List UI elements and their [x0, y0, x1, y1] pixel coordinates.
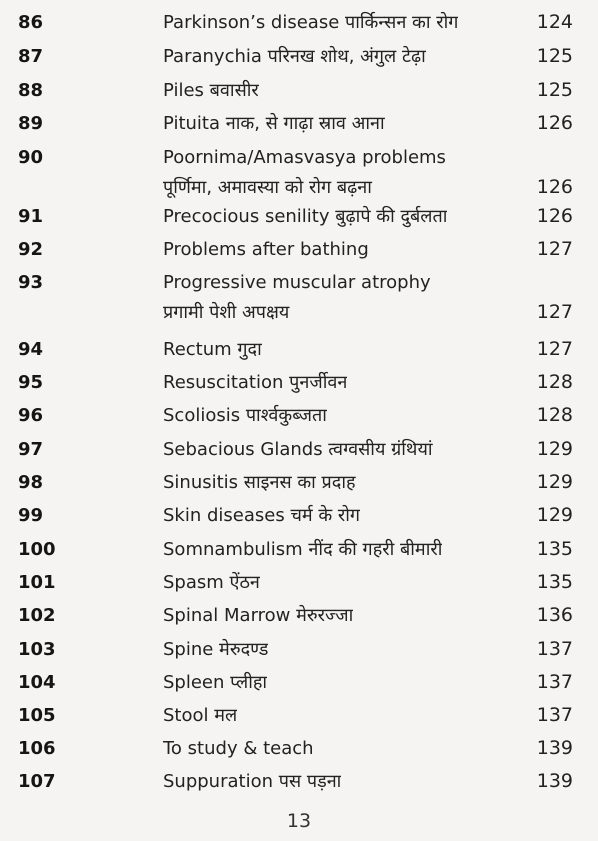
- entry-title: Scoliosis पार्श्वकुब्जता: [163, 405, 327, 426]
- entry-title: Skin diseases चर्म के रोग: [163, 505, 361, 526]
- index-entry: [0, 107, 598, 140]
- index-entry: [0, 40, 598, 73]
- entry-page-number: 125: [536, 79, 573, 101]
- entry-page-number: 126: [536, 176, 573, 198]
- entry-page-number: 137: [536, 704, 573, 726]
- entry-title: Paranychia परिनख शोथ, अंगुल टेढ़ा: [163, 46, 426, 67]
- entry-page-number: 128: [536, 371, 573, 393]
- entry-number: 90: [18, 147, 44, 168]
- index-entry: [0, 333, 598, 366]
- entry-number: 96: [18, 405, 44, 426]
- entry-page-number: 125: [536, 45, 573, 67]
- entry-number: 97: [18, 439, 44, 460]
- entry-page-number: 124: [536, 11, 573, 33]
- entry-title: Rectum गुदा: [163, 339, 262, 360]
- entry-number: 99: [18, 505, 44, 526]
- index-entry: [0, 200, 598, 233]
- entry-number: 102: [18, 605, 56, 626]
- entry-page-number: 139: [536, 737, 573, 759]
- entry-title: Stool मल: [163, 705, 238, 726]
- entry-number: 106: [18, 738, 56, 759]
- index-entry: [0, 633, 598, 666]
- entry-number: 87: [18, 46, 44, 67]
- entry-number: 93: [18, 272, 44, 293]
- entry-number: 86: [18, 12, 44, 33]
- entry-number: 89: [18, 113, 44, 134]
- entry-page-number: 126: [536, 205, 573, 227]
- entry-page-number: 137: [536, 638, 573, 660]
- entry-page-number: 139: [536, 770, 573, 792]
- entry-title: Somnambulism नींद की गहरी बीमारी: [163, 539, 443, 560]
- entry-title: Piles बवासीर: [163, 80, 259, 101]
- index-entry: [0, 266, 598, 323]
- entry-title: Spasm ऐंठन: [163, 572, 260, 593]
- entry-number: 103: [18, 639, 56, 660]
- entry-title: Parkinson’s disease पार्किन्सन का रोग: [163, 12, 459, 33]
- index-entry: [0, 433, 598, 466]
- entry-page-number: 127: [536, 338, 573, 360]
- index-entry: [0, 599, 598, 632]
- entry-title: Poornima/Amasvasya problems: [163, 147, 446, 168]
- index-entry: [0, 233, 598, 266]
- entry-page-number: 126: [536, 112, 573, 134]
- entry-number: 94: [18, 339, 44, 360]
- entry-title: Sinusitis साइनस का प्रदाह: [163, 472, 356, 493]
- entry-title: Resuscitation पुनर्जीवन: [163, 372, 348, 393]
- entry-number: 101: [18, 572, 56, 593]
- entry-page-number: 129: [536, 438, 573, 460]
- entry-page-number: 129: [536, 504, 573, 526]
- entry-number: 104: [18, 672, 56, 693]
- entry-title: Spinal Marrow मेरुरज्जा: [163, 605, 354, 626]
- index-entry: [0, 466, 598, 499]
- entry-title-hindi: पूर्णिमा, अमावस्या को रोग बढ़ना: [163, 177, 372, 198]
- page-footer-number: 13: [286, 810, 312, 832]
- entry-number: 92: [18, 239, 44, 260]
- index-entry: [0, 732, 598, 765]
- entry-number: 98: [18, 472, 44, 493]
- entry-page-number: 135: [536, 538, 573, 560]
- entry-page-number: 137: [536, 671, 573, 693]
- index-entry: [0, 765, 598, 798]
- entry-number: 105: [18, 705, 56, 726]
- entry-title-hindi: प्रगामी पेशी अपक्षय: [163, 302, 290, 323]
- entry-title: Spine मेरुदण्ड: [163, 639, 269, 660]
- index-entry: [0, 74, 598, 107]
- index-entry: [0, 699, 598, 732]
- entry-page-number: 128: [536, 404, 573, 426]
- index-entry: [0, 399, 598, 432]
- entry-title: Pituita नाक, से गाढ़ा स्राव आना: [163, 113, 385, 134]
- index-entry: [0, 666, 598, 699]
- index-entry: [0, 366, 598, 399]
- entry-title: To study & teach: [163, 738, 314, 759]
- entry-title: Spleen प्लीहा: [163, 672, 268, 693]
- entry-page-number: 135: [536, 571, 573, 593]
- entry-number: 95: [18, 372, 44, 393]
- entry-number: 107: [18, 771, 56, 792]
- index-entry: [0, 533, 598, 566]
- index-entry: [0, 141, 598, 198]
- entry-title: Precocious senility बुढ़ापे की दुर्बलता: [163, 206, 448, 227]
- index-entry: [0, 499, 598, 532]
- entry-page-number: 127: [536, 238, 573, 260]
- entry-page-number: 127: [536, 301, 573, 323]
- entry-number: 88: [18, 80, 44, 101]
- entry-number: 91: [18, 206, 44, 227]
- index-entry: [0, 6, 598, 39]
- entry-number: 100: [18, 539, 56, 560]
- entry-title: Progressive muscular atrophy: [163, 272, 431, 293]
- entry-title: Suppuration पस पड़ना: [163, 771, 342, 792]
- entry-page-number: 136: [536, 604, 573, 626]
- index-entry: [0, 566, 598, 599]
- entry-title: Sebacious Glands त्वग्वसीय ग्रंथियां: [163, 439, 433, 460]
- entry-title: Problems after bathing: [163, 239, 369, 260]
- entry-page-number: 129: [536, 471, 573, 493]
